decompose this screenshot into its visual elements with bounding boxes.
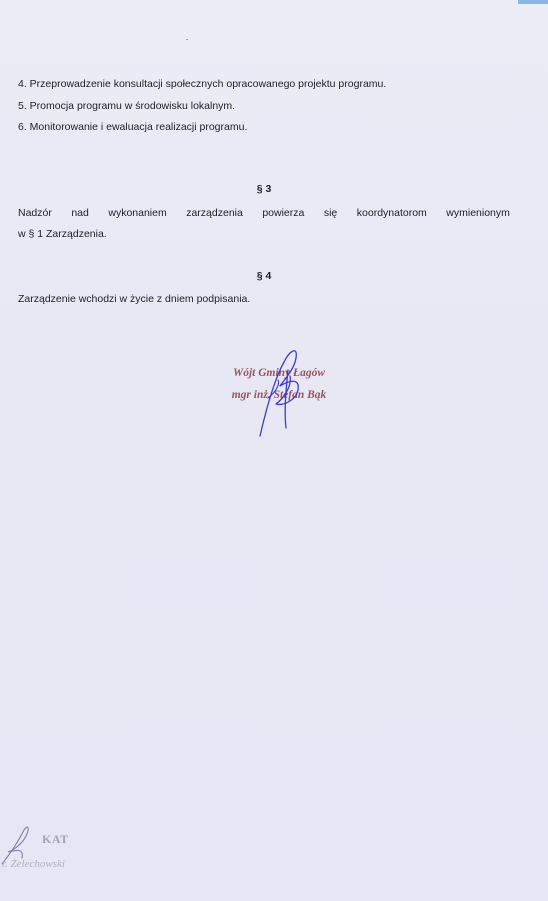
scan-edge-mark (518, 0, 548, 4)
word: wymienionym (446, 207, 510, 219)
section-4-heading: § 4 (256, 270, 272, 282)
section-3-line-1 (18, 203, 510, 224)
stamp-line-name: mgr inż. Stefan Bąk (231, 389, 327, 401)
handwritten-signature (240, 340, 330, 440)
section-3-line-2: w § 1 Zarządzenia. (18, 228, 107, 240)
section-3-paragraph (18, 203, 510, 245)
stamp-line-title: Wójt Gminy Łagów (232, 367, 325, 379)
list-item: 6. Monitorowanie i ewaluacja realizacji programu. (18, 121, 248, 133)
word: zarządzenia (186, 207, 243, 219)
word: Nadzór (18, 207, 52, 219)
list-item: 4. Przeprowadzenie konsultacji społecznych opracowanego projektu programu. (18, 78, 387, 90)
faded-stamp (0, 820, 110, 880)
word: wykonaniem (108, 207, 167, 219)
scan-speck (186, 39, 188, 40)
faded-stamp-line-1: KAT (42, 832, 69, 846)
task-list (18, 74, 518, 139)
word: nad (71, 207, 89, 219)
faded-stamp-line-2: r. Żelechowski (2, 858, 65, 870)
list-item: 5. Promocja programu w środowisku lokalnym. (18, 99, 236, 112)
section-4-paragraph: Zarządzenie wchodzi w życie z dniem podpisania. (18, 293, 251, 305)
word: się (323, 207, 338, 219)
word: powierza (262, 207, 305, 219)
section-3-heading: § 3 (256, 183, 272, 195)
word: koordynatorom (356, 207, 427, 219)
